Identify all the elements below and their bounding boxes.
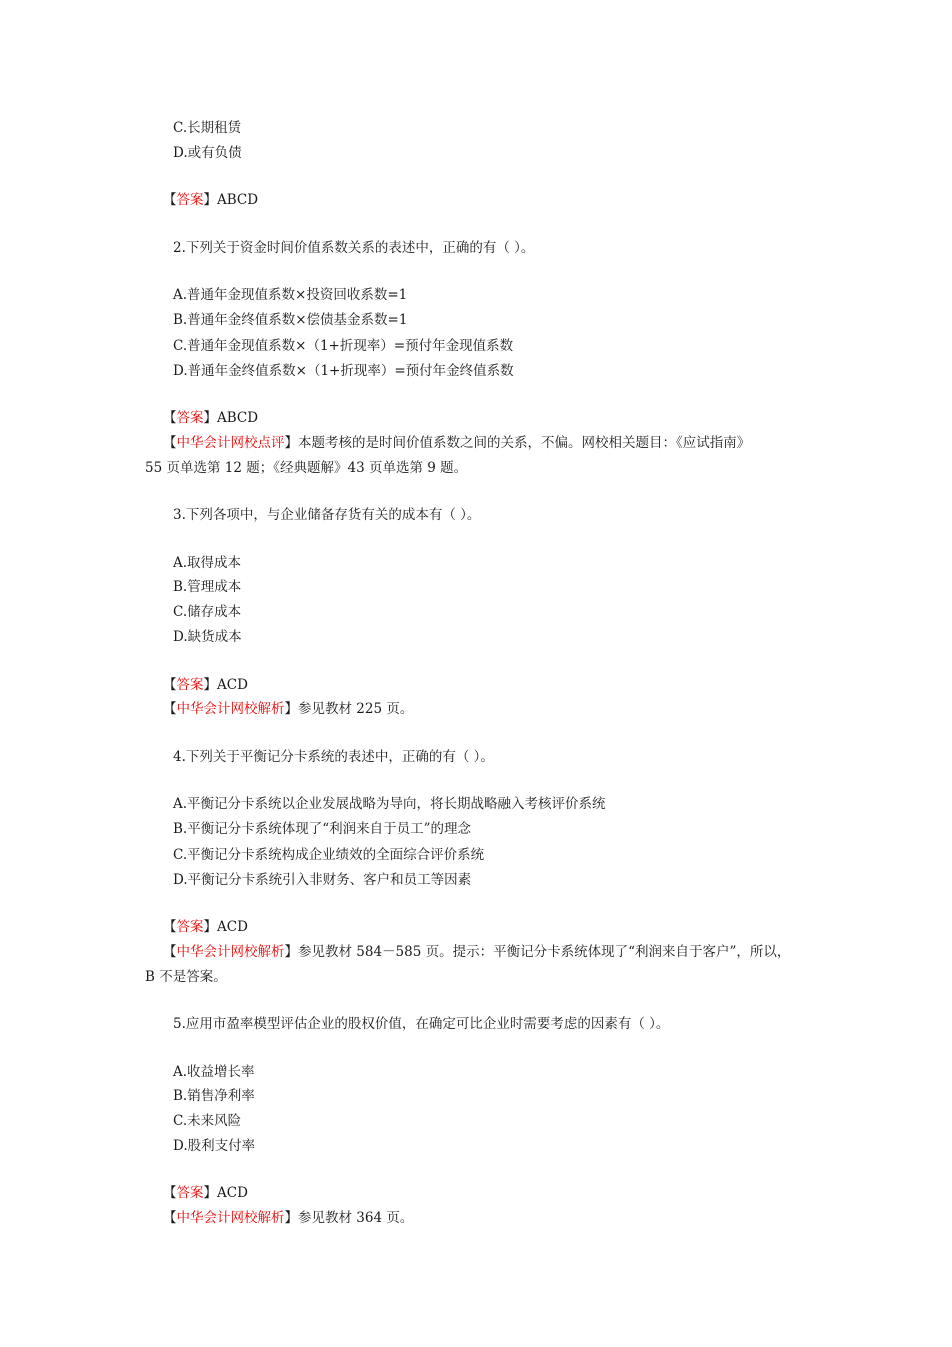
question-5: 5.应用市盈率模型评估企业的股权价值，在确定可比企业时需要考虑的因素有（ ）。 [173,1016,670,1032]
question-4: 4.下列关于平衡记分卡系统的表述中，正确的有（ ）。 [173,749,494,765]
analysis-text: 参见教材 584－585 页。提示：平衡记分卡系统体现了“利润来自于客户”，所以， [298,944,791,960]
answer-label: 答案 [176,410,204,426]
answer-label: 答案 [176,919,204,935]
option-c: C.储存成本 [173,604,242,620]
answer-value: ABCD [217,410,259,426]
answer-value: ACD [217,1185,248,1201]
option-c: C.普通年金现值系数×（1+折现率）=预付年金现值系数 [173,338,514,354]
comment-text-continued: 55 页单选第 12 题；《经典题解》43 页单选第 9 题。 [145,460,468,476]
answer-label: 答案 [176,1185,204,1201]
answer-value: ACD [217,677,248,693]
option-d: D.或有负债 [173,145,242,161]
option-b: B.管理成本 [173,579,242,595]
option-b: B.普通年金终值系数×偿债基金系数=1 [173,312,408,328]
answer-line: 【答案】ACD [163,1185,248,1201]
option-c: C.平衡记分卡系统构成企业绩效的全面综合评价系统 [173,847,485,863]
answer-line: 【答案】ACD [163,677,248,693]
option-c: C.长期租赁 [173,120,242,136]
analysis-line: 【中华会计网校解析】参见教材 364 页。 [163,1210,414,1226]
analysis-label: 中华会计网校解析 [176,1210,285,1226]
question-2: 2.下列关于资金时间价值系数关系的表述中，正确的有（ ）。 [173,240,535,256]
comment-text: 本题考核的是时间价值系数之间的关系，不偏。网校相关题目：《应试指南》 [298,435,751,451]
analysis-text: 参见教材 364 页。 [298,1210,414,1226]
option-d: D.普通年金终值系数×（1+折现率）=预付年金终值系数 [173,363,514,379]
question-3: 3.下列各项中，与企业储备存货有关的成本有（ ）。 [173,507,481,523]
answer-value: ACD [217,919,248,935]
answer-value: ABCD [217,192,259,208]
option-a: A.平衡记分卡系统以企业发展战略为导向，将长期战略融入考核评价系统 [173,796,606,812]
comment-label: 中华会计网校点评 [176,435,285,451]
answer-line: 【答案】ABCD [163,192,259,208]
answer-line: 【答案】ABCD [163,410,259,426]
option-a: A.普通年金现值系数×投资回收系数=1 [173,287,408,303]
comment-line: 【中华会计网校点评】本题考核的是时间价值系数之间的关系，不偏。网校相关题目：《应试指南》 [163,435,751,451]
answer-label: 答案 [176,192,204,208]
option-b: B.销售净利率 [173,1088,255,1104]
analysis-label: 中华会计网校解析 [176,701,285,717]
option-d: D.缺货成本 [173,629,242,645]
analysis-text: 参见教材 225 页。 [298,701,414,717]
option-d: D.股利支付率 [173,1138,256,1154]
option-a: A.取得成本 [173,555,242,571]
option-d: D.平衡记分卡系统引入非财务、客户和员工等因素 [173,872,472,888]
option-c: C.未来风险 [173,1113,242,1129]
analysis-text-continued: B 不是答案。 [145,969,227,985]
option-a: A.收益增长率 [173,1064,255,1080]
answer-line: 【答案】ACD [163,919,248,935]
analysis-label: 中华会计网校解析 [176,944,285,960]
analysis-line: 【中华会计网校解析】参见教材 225 页。 [163,701,414,717]
answer-label: 答案 [176,677,204,693]
option-b: B.平衡记分卡系统体现了“利润来自于员工”的理念 [173,821,472,837]
analysis-line: 【中华会计网校解析】参见教材 584－585 页。提示：平衡记分卡系统体现了“利润来自于客户”，所以， [163,944,791,960]
